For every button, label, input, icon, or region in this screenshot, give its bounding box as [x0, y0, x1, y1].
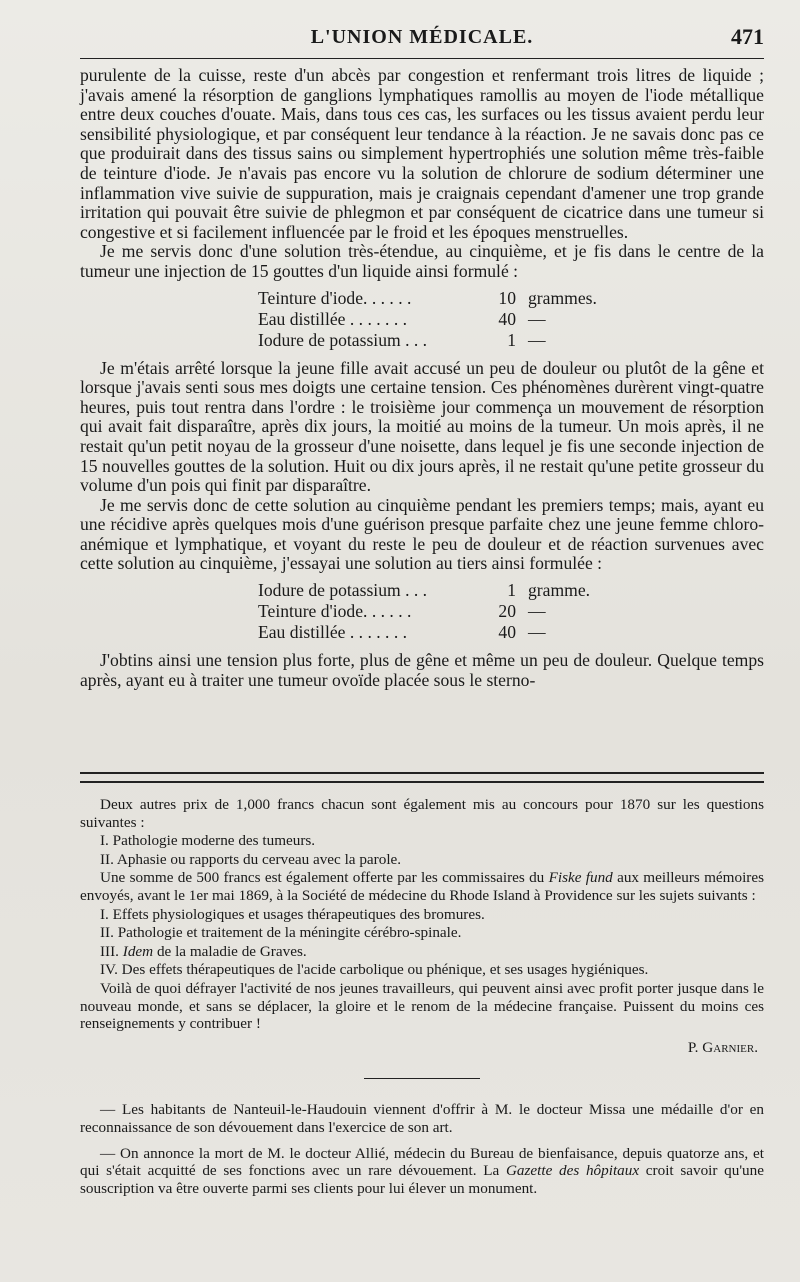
amount: 20	[498, 601, 516, 622]
text-span: — On annonce la mort de M. le docteur Allié, médecin du Bureau de bienfaisance, depuis quatorze ans, et qui s'était acquitté de ses fonctions avec un rare dévouement. La	[80, 1144, 764, 1180]
formula-row	[258, 622, 590, 643]
formula-row	[258, 309, 597, 330]
header-rule	[80, 58, 764, 59]
unit: gramme.	[528, 580, 591, 601]
amount: 1	[507, 329, 516, 350]
news-section	[80, 796, 764, 1198]
short-divider	[364, 1078, 480, 1079]
unit: —	[528, 308, 546, 329]
author-signature: P. Garnier.	[687, 1038, 758, 1056]
text-span: aux meilleurs mémoires envoyés, avant le 1er mai 1869, à la Société de médecine du Rhode Island à Providence sur les sujets suivants :	[80, 869, 765, 904]
formula-row	[258, 601, 590, 622]
ingredient: Iodure de potassium . . .	[258, 580, 428, 601]
idem-text: Idem	[122, 942, 154, 960]
amount: 40	[498, 622, 516, 643]
formula-row	[258, 288, 597, 309]
article-body	[80, 66, 764, 690]
formula-row	[258, 330, 597, 351]
list-item: II. Pathologie et traitement de la méningite cérébro-spinale.	[100, 924, 462, 942]
list-item: I. Pathologie moderne des tumeurs.	[100, 832, 316, 850]
list-item	[80, 943, 764, 961]
unit: —	[528, 622, 546, 643]
unit: —	[528, 601, 546, 622]
unit: —	[528, 329, 546, 350]
note-paragraph	[80, 869, 764, 904]
paragraph: Je me servis donc de cette solution au cinquième pendant les premiers temps; mais, ayant eu une récidive après quelques mois d'une guérison presque parfaite chez une jeune femme chloro-anémique et lymphatique, et voyant du reste le peu de douleur et de réaction survenues avec cette solution au cinquième, j'essayai une solution au tiers ainsi formulée :	[80, 494, 764, 574]
list-item: II. Aphasie ou rapports du cerveau avec la parole.	[100, 850, 402, 868]
formula-table-2	[258, 580, 590, 643]
paragraph: Je me servis donc d'une solution très-étendue, au cinquième, et je fis dans le centre de la tumeur une injection de 15 gouttes d'un liquide ainsi formulé :	[80, 241, 764, 281]
list-item: I. Effets physiologiques et usages thérapeutiques des bromures.	[100, 905, 485, 923]
ingredient: Eau distillée . . . . . . .	[258, 622, 408, 643]
news-item	[80, 1145, 764, 1198]
news-item: — Les habitants de Nanteuil-le-Haudouin viennent d'offrir à M. le docteur Missa une médaille d'or en reconnaissance de son dévouement dans l'exercice de son art.	[80, 1101, 764, 1136]
section-divider	[80, 772, 764, 783]
formula-row	[258, 580, 590, 601]
amount: 10	[498, 287, 516, 308]
note-paragraph: Voilà de quoi défrayer l'activité de nos jeunes travailleurs, qui peuvent ainsi avec profit porter jusque dans le nouveau monde, et sans se déplacer, la gloire et le renom de la médecine française. Puissent du moins ces renseignements y contribuer !	[80, 979, 764, 1033]
unit: grammes.	[528, 287, 597, 308]
fund-name: Fiske fund	[548, 869, 613, 887]
formula-table-1	[258, 288, 597, 351]
text-span: de la maladie de Graves.	[153, 942, 307, 960]
page-number: 471	[731, 24, 764, 49]
paragraph: J'obtins ainsi une tension plus forte, plus de gêne et même un peu de douleur. Quelque temps après, ayant eu à traiter une tumeur ovoïde placée sous le sterno-	[80, 650, 764, 690]
amount: 1	[507, 580, 516, 601]
ingredient: Teinture d'iode. . . . . .	[258, 601, 412, 622]
ingredient: Teinture d'iode. . . . . .	[258, 287, 412, 308]
running-header	[80, 22, 764, 52]
list-item: IV. Des effets thérapeutiques de l'acide carbolique ou phénique, et ses usages hygiéniques.	[100, 961, 649, 979]
ingredient: Eau distillée . . . . . . .	[258, 308, 408, 329]
journal-title: L'UNION MÉDICALE.	[310, 26, 534, 48]
ingredient: Iodure de potassium . . .	[258, 329, 428, 350]
text-span: croit savoir qu'une souscription va être ouverte parmi ses clients pour lui élever un monument.	[80, 1162, 764, 1197]
paragraph: Je m'étais arrêté lorsque la jeune fille avait accusé un peu de douleur ou plutôt de la gêne et lorsque j'avais senti sous mes doigts une certaine tension. Ces phénomènes durèrent vingt-quatre heures, puis tout rentra dans l'ordre : le troisième jour commença un mouvement de résorption qui avait fait disparaître, après dix jours, la moitié au moins de la tumeur. Un mois après, il ne restait qu'un petit noyau de la grosseur d'une noisette, dans lequel je fis une seconde injection de 15 nouvelles gouttes de la solution. Huit ou dix jours après, il ne restait qu'une petite grosseur du volume d'un pois qui finit par disparaître.	[80, 357, 764, 496]
note-paragraph: Deux autres prix de 1,000 francs chacun sont également mis au concours pour 1870 sur les questions suivantes :	[80, 796, 764, 831]
amount: 40	[498, 308, 516, 329]
text-span: III.	[100, 942, 123, 960]
publication-name: Gazette des hôpitaux	[505, 1162, 640, 1180]
text-span: Une somme de 500 francs est également offerte par les commissaires du	[100, 869, 549, 887]
paragraph: purulente de la cuisse, reste d'un abcès par congestion et renfermant trois litres de liquide ; j'avais amené la résorption de ganglions lymphatiques ramollis au moyen de l'iode métallique entre deux couches d'ouate. Mais, dans tous ces cas, les surfaces ou les tissus avaient perdu leur sensibilité physiologique, et par conséquent leur tendance à la réaction. Je ne savais donc pas ce que produirait dans des tissus sains ou simplement hypertrophiés une solution même très-faible de teinture d'iode. Je n'avais pas encore vu la solution de chlorure de sodium déterminer une inflammation vive suivie de suppuration, mais je craignais cependant d'amener une trop grande irritation qui pouvait être suivie de phlegmon et par conséquent de cicatrice dans une tumeur si congestive et si facilement influencée par le froid et les époques menstruelles.	[80, 65, 764, 242]
